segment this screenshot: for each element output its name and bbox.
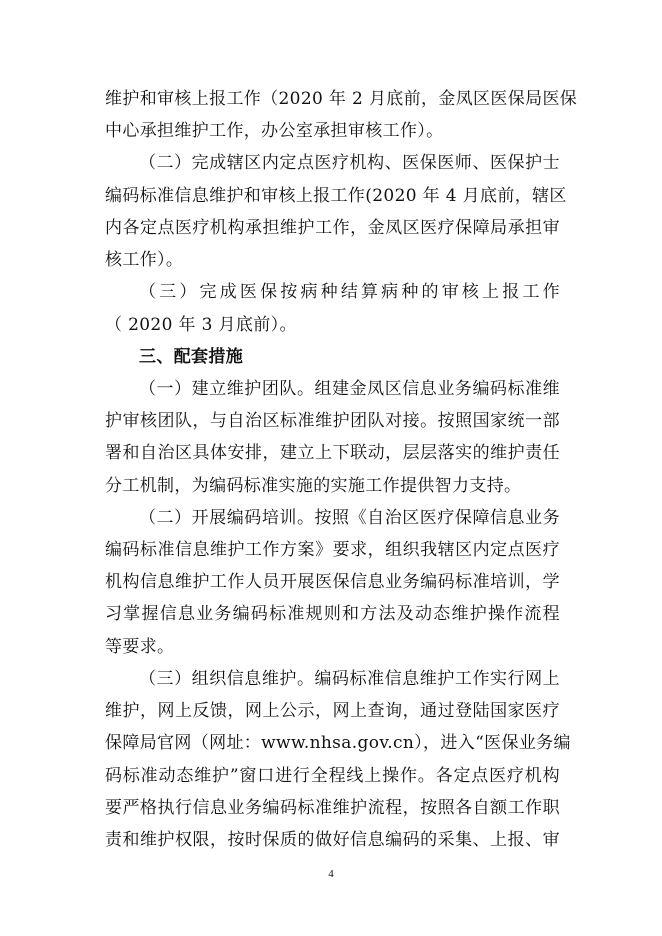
text-line: （三）组织信息维护。编码标准信息维护工作实行网上 [139, 669, 560, 689]
text-line: 编码标准信息维护和审核上报工作(2020 年 4 月底前，辖区 [105, 186, 567, 206]
text-line: 责和维护权限，按时保质的做好信息编码的采集、上报、审 [105, 830, 560, 850]
text-line: 习掌握信息业务编码标准规则和方法及动态维护操作流程 [105, 604, 560, 624]
text-line: 机构信息维护工作人员开展医保信息业务编码标准培训，学 [105, 572, 560, 592]
text-line: 码标准动态维护”窗口进行全程线上操作。各定点医疗机构 [105, 766, 560, 786]
text-line: 署和自治区具体安排，建立上下联动，层层落实的维护责任 [105, 443, 560, 463]
section-heading: 三、配套措施 [139, 347, 244, 367]
text-line: 分工机制，为编码标准实施的实施工作提供智力支持。 [105, 476, 522, 496]
text-line: （三）完成医保按病种结算病种的审核上报工作 [139, 282, 560, 302]
text-line: 内各定点医疗机构承担维护工作，金凤区医疗保障局承担审 [105, 218, 560, 238]
text-line: 维护，网上反馈，网上公示，网上查询，通过登陆国家医疗 [105, 701, 560, 721]
text-line: 编码标准信息维护工作方案》要求，组织我辖区内定点医疗 [105, 540, 560, 560]
text-line: （二）开展编码培训。按照《自治区医疗保障信息业务 [139, 508, 560, 528]
text-line: （一）建立维护团队。组建金凤区信息业务编码标准维 [139, 379, 560, 399]
text-line: 等要求。 [105, 637, 175, 657]
text-line: 保障局官网（网址：www.nhsa.gov.cn），进入“医保业务编 [105, 733, 571, 753]
text-line: （二）完成辖区内定点医疗机构、医保医师、医保护士 [139, 153, 560, 173]
text-line: 要严格执行信息业务编码标准维护流程，按照各自额工作职 [105, 798, 560, 818]
text-line: 核工作）。 [105, 250, 184, 270]
text-line: （ 2020 年 3 月底前）。 [105, 315, 297, 335]
text-line: 中心承担维护工作，办公室承担审核工作）。 [105, 121, 444, 141]
page-number: 4 [328, 868, 334, 880]
text-line: 护审核团队，与自治区标准维护团队对接。按照国家统一部 [105, 411, 560, 431]
text-line: 维护和审核上报工作（2020 年 2 月底前，金凤区医保局医保 [105, 89, 578, 109]
